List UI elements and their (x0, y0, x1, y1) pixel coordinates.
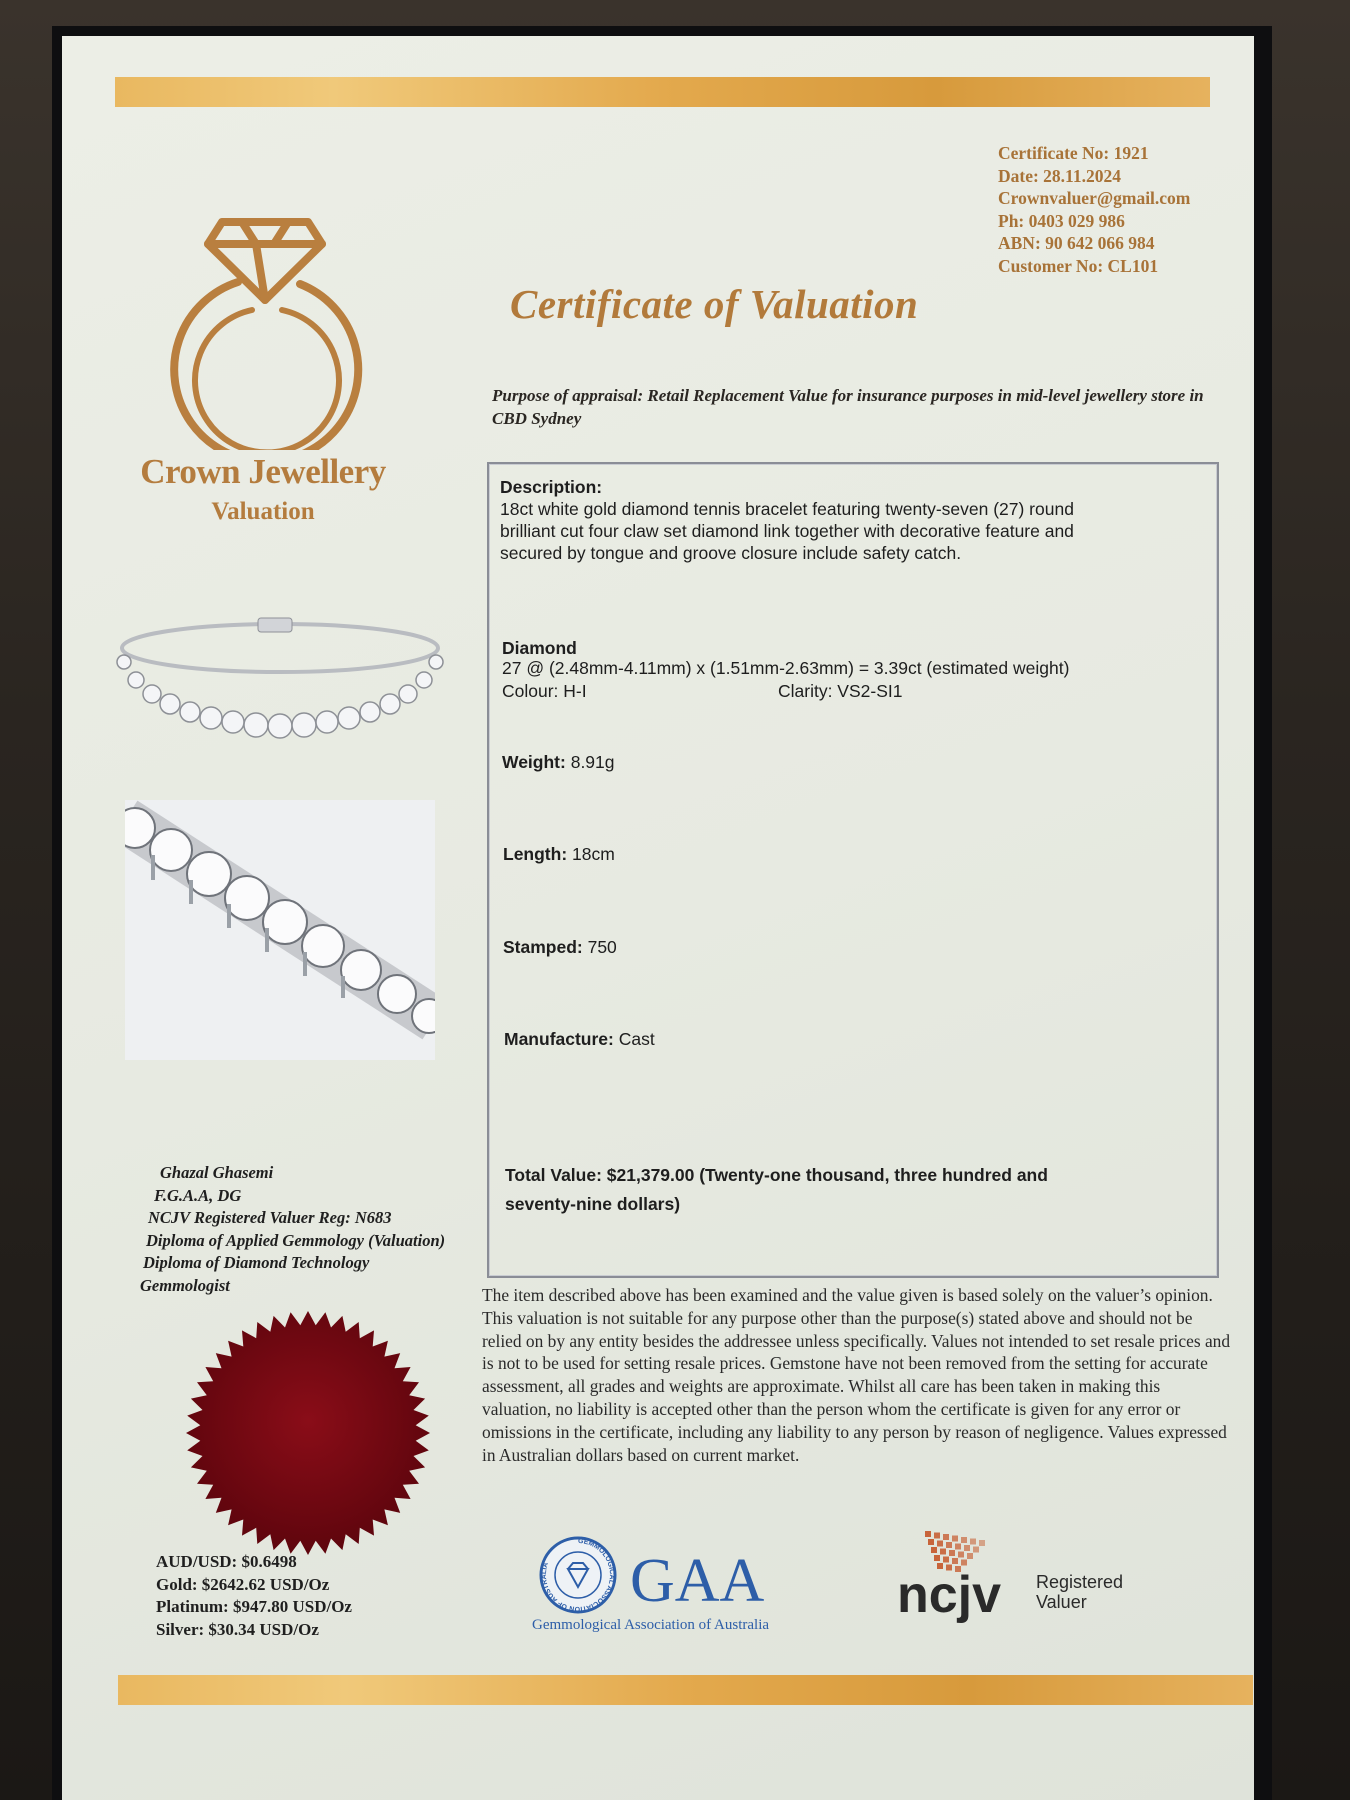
manufacture-field: Manufacture: Cast (504, 1029, 655, 1049)
certificate-number: Certificate No: 1921 (998, 143, 1149, 163)
diamond-details: 27 @ (2.48mm-4.11mm) x (1.51mm-2.63mm) = 3.39ct (estimated weight) (502, 658, 1070, 678)
ncjv-dot (949, 1550, 955, 1556)
ncjv-dot (931, 1547, 937, 1553)
ncjv-dot (952, 1536, 958, 1542)
ncjv-logo-text: ncjv (897, 1566, 1002, 1624)
rate-aud-usd: AUD/USD: $0.6498 (156, 1552, 297, 1571)
valuer-diploma: Diploma of Diamond Technology (143, 1253, 370, 1272)
bracelet-closeup-photo (125, 800, 435, 1060)
ncjv-dot (961, 1560, 967, 1566)
ncjv-dot (943, 1557, 949, 1563)
ncjv-logo-icon (895, 1525, 1145, 1635)
brand-subtitle: Valuation (211, 498, 315, 525)
valuer-diploma: Diploma of Applied Gemmology (Valuation) (146, 1230, 446, 1250)
total-value: Total Value: $21,379.00 (Twenty-one thousand, three hundred and (505, 1165, 1048, 1185)
ncjv-dot (940, 1549, 946, 1555)
ncjv-dot (955, 1544, 961, 1550)
description-line: brilliant cut four claw set diamond link together with decorative feature and (500, 521, 1074, 541)
wax-seal-icon (183, 1308, 433, 1558)
gaa-caption: Gemmological Association of Australia (532, 1617, 770, 1633)
certificate-abn: ABN: 90 642 066 984 (998, 233, 1155, 253)
ncjv-dot (973, 1547, 979, 1553)
valuer-title: Gemmologist (140, 1275, 230, 1295)
certificate-email: Crownvaluer@gmail.com (998, 188, 1191, 208)
brand-name: Crown Jewellery (140, 452, 386, 491)
gaa-logo-text: GAA (630, 1547, 765, 1615)
certificate-info (998, 142, 1190, 277)
ncjv-dot (946, 1542, 952, 1548)
valuer-qualifications: F.G.A.A, DG (154, 1185, 242, 1205)
top-gold-band (115, 77, 1210, 107)
description-line: 18ct white gold diamond tennis bracelet featuring twenty-seven (27) round (500, 499, 1074, 519)
page-title: Certificate of Valuation (510, 281, 919, 327)
ncjv-dot (970, 1539, 976, 1545)
length-field: Length: 18cm (503, 844, 615, 864)
valuer-registration: NCJV Registered Valuer Reg: N683 (148, 1208, 392, 1227)
ncjv-dot (967, 1553, 973, 1559)
appraisal-purpose: Purpose of appraisal: Retail Replacement Value for insurance purposes in mid-level jewellery store in CBD Sydney (492, 386, 1204, 428)
ring-logo-icon (160, 200, 370, 450)
ncjv-dot (979, 1540, 985, 1546)
description-line: secured by tongue and groove closure include safety catch. (500, 543, 962, 563)
diamond-clarity: Clarity: VS2-SI1 (778, 681, 903, 701)
valuer-name: Ghazal Ghasemi (160, 1163, 274, 1182)
ncjv-dot (964, 1545, 970, 1551)
certificate-date: Date: 28.11.2024 (998, 165, 1121, 186)
metal-rates (156, 1551, 352, 1641)
ncjv-dot (934, 1533, 940, 1539)
bottom-gold-band (118, 1675, 1253, 1705)
ncjv-valuer: Valuer (1036, 1592, 1087, 1612)
bracelet-photo (110, 600, 450, 775)
certificate-phone: Ph: 0403 029 986 (998, 210, 1125, 231)
ncjv-dot (925, 1531, 931, 1537)
rate-platinum: Platinum: $947.80 USD/Oz (156, 1597, 352, 1616)
ncjv-registered: Registered (1036, 1572, 1124, 1592)
gaa-logo-icon (538, 1535, 798, 1615)
total-value-words: seventy-nine dollars) (505, 1194, 681, 1214)
description-heading: Description: (500, 477, 603, 497)
ncjv-dot (928, 1539, 934, 1545)
diamond-heading: Diamond (502, 638, 577, 658)
ncjv-dot (937, 1541, 943, 1547)
ncjv-dot (952, 1558, 958, 1564)
description-box (487, 462, 1219, 1278)
ncjv-dot (958, 1552, 964, 1558)
valuer-details (140, 1162, 445, 1297)
disclaimer-text: The item described above has been examined and the value given is based solely on the valuer’s opinion. This valuation is not suitable for any purpose other than the purpose(s) stated above and should not be relied on by any entity besides the addressee unless specifically. Values not intended to set resale prices and is not to be used for setting resale prices. Gemstone have not been removed from the setting for accurate assessment, all grades and weights are approximate. Whilst all care has been taken in making this valuation, no liability is accepted other than the person whom the certificate is given for any error or omissions in the certificate, including any liability to any person by reason of negligence. Values expressed in Australian dollars based on current market. (482, 1285, 1231, 1465)
ncjv-dot (943, 1534, 949, 1540)
svg-text:GEMMOLOGICAL ASSOCIATION OF AU: GEMMOLOGICAL ASSOCIATION OF AUSTRALIA (540, 1537, 616, 1613)
ncjv-dot (934, 1555, 940, 1561)
weight-field: Weight: 8.91g (502, 752, 615, 772)
ncjv-dot (961, 1537, 967, 1543)
diamond-colour: Colour: H-I (502, 681, 587, 701)
stamped-field: Stamped: 750 (503, 937, 617, 957)
rate-gold: Gold: $2642.62 USD/Oz (156, 1574, 330, 1594)
rate-silver: Silver: $30.34 USD/Oz (156, 1619, 319, 1639)
certificate-customer: Customer No: CL101 (998, 255, 1159, 276)
